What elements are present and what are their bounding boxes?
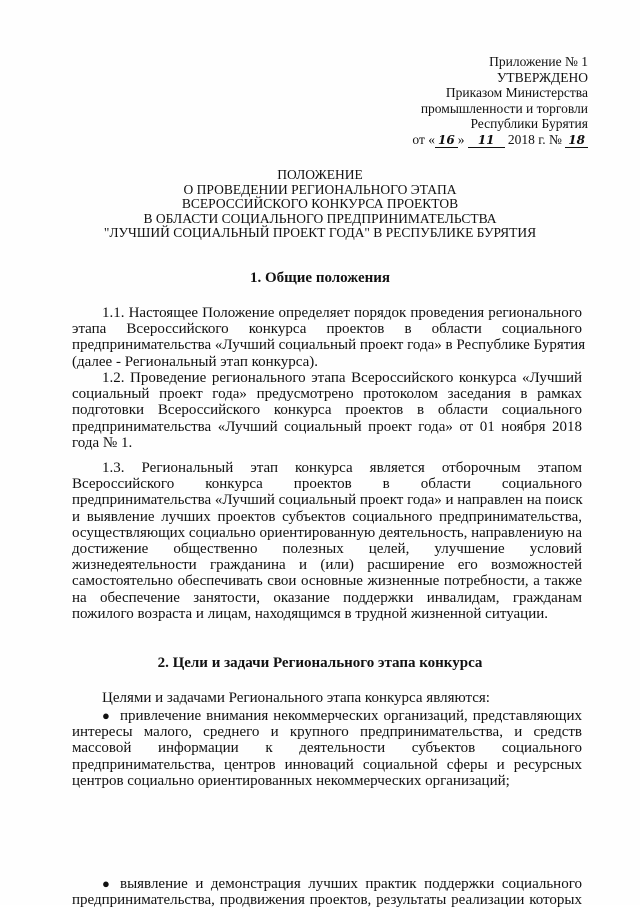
paragraph-1-3: 1.3. Региональный этап конкурса является отборочным этапом Всероссийского конкурса проектов в области социального предпринимательства «Лучший социальный проект года» и направлен на поиск и выявление лучших проектов субъектов социального предпринимательства, осуществляющих социально ориентированную деятельность, направлениую на достижение общественно полезных целей, улучшение условий жизнедеятельности гражданина и (или) расширение его возможностей самостоятельно обеспечивать свои основные жизненные потребности, а также на обеспечение занятости, оказание поддержки инвалидам, гражданам пожилого возраста и лицам, находящимся в трудной жизненной ситуации.: [72, 460, 583, 622]
bullet-icon: ●: [102, 708, 110, 723]
bullet-item-1: ● привлечение внимания некоммерческих организаций, представляющих интересы малого, среднего и крупного предпринимательства, и средств массовой информации к деятельности субъектов социального предпринимательства, центров инноваций социальной сферы и ресурсных центров социально ориентированных некоммерческих организаций;: [72, 708, 582, 789]
order-label: Приказом Министерства: [445, 85, 588, 100]
bullet-icon: ●: [102, 876, 110, 892]
handwritten-number: 18: [565, 134, 588, 148]
approval-block: [358, 54, 588, 148]
ministry-label: промышленности и торговли: [420, 100, 588, 116]
approved-label: УТВЕРЖДЕНО: [496, 69, 588, 85]
section-1-heading: 1. Общие положения: [249, 270, 391, 286]
handwritten-day: 16: [435, 134, 458, 148]
handwritten-month: 11: [468, 134, 505, 148]
appendix-label: Приложение № 1: [489, 54, 588, 69]
order-date: от « 16 » 11 2018 г. № 18: [358, 132, 588, 148]
bullet-item-2: ● выявление и демонстрация лучших практик поддержки социального предпринимательства, продвижения проектов, результаты реализации которых: [72, 876, 582, 908]
republic-label: Республики Бурятия: [470, 116, 588, 131]
document-title: ПОЛОЖЕНИЕ О ПРОВЕДЕНИИ РЕГИОНАЛЬНОГО ЭТАПА ВСЕРОССИЙСКОГО КОНКУРСА ПРОЕКТОВ В ОБЛАСТИ СОЦИАЛЬНОГО ПРЕДПРИНИМАТЕЛЬСТВА "ЛУЧШИЙ СОЦИАЛЬНЫЙ ПРОЕКТ ГОДА" В РЕСПУБЛИКЕ БУРЯТИЯ: [103, 167, 537, 240]
section-2-intro: Целями и задачами Регионального этапа конкурса являются:: [102, 690, 490, 706]
paragraph-1-2: 1.2. Проведение регионального этапа Всероссийского конкурса «Лучший социальный проект года» предусмотрено протоколом заседания в рамках подготовки Всероссийского конкурса проектов в области социального предпринимательства «Лучший социальный проект года» от 01 ноября 2018 года № 1.: [72, 370, 582, 451]
section-2-heading: 2. Цели и задачи Регионального этапа конкурса: [157, 655, 483, 671]
paragraph-1-1: 1.1. Настоящее Положение определяет порядок проведения регионального этапа Всероссийского конкурса проектов в области социального предпринимательства «Лучший социальный проект года» в Республике Бурятия (далее - Региональный этап конкурса).: [72, 305, 586, 370]
